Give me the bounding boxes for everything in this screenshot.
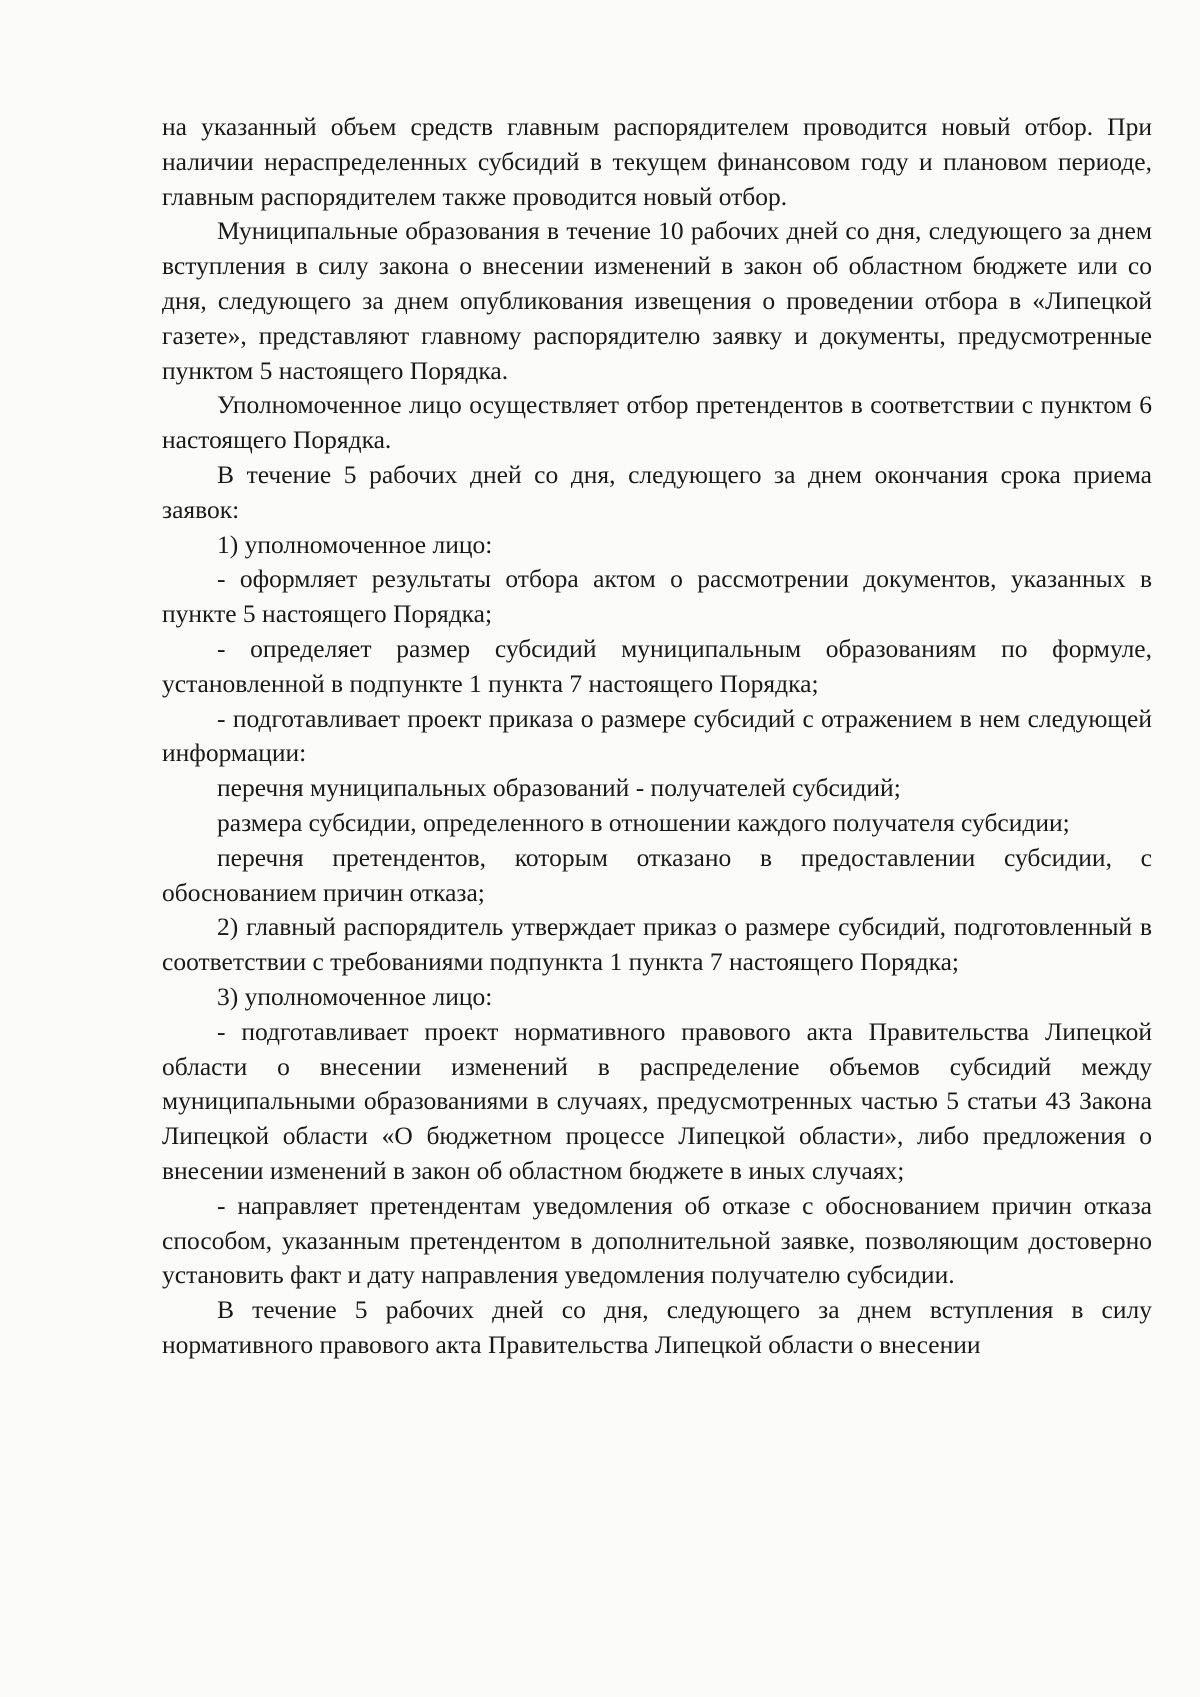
paragraph: перечня претендентов, которым отказано в предоставлении субсидии, с обоснованием причин отказа; [162, 842, 1152, 907]
paragraph: 1) уполномоченное лицо: [217, 529, 493, 559]
paragraph: 2) главный распорядитель утверждает приказ о размере субсидий, подготовленный в соответствии с требованиями подпункта 1 пункта 7 настоящего Порядка; [162, 912, 1152, 977]
document-body [162, 110, 1152, 1363]
paragraph: на указанный объем средств главным распорядителем проводится новый отбор. При наличии нераспределенных субсидий в текущем финансовом году и плановом периоде, главным распорядителем также проводится новый отбор. [162, 112, 1152, 211]
paragraph: - направляет претендентам уведомления об отказе с обоснованием причин отказа способом, указанным претендентом в дополнительной заявке, позволяющим достоверно установить факт и дату направления уведомления получателю субсидии. [162, 1190, 1152, 1290]
paragraph: В течение 5 рабочих дней со дня, следующего за днем окончания срока приема заявок: [162, 459, 1152, 524]
paragraph: Уполномоченное лицо осуществляет отбор претендентов в соответствии с пунктом 6 настоящего Порядка. [162, 390, 1152, 455]
paragraph: - подготавливает проект приказа о размере субсидий с отражением в нем следующей информации: [162, 703, 1152, 768]
paragraph: - определяет размер субсидий муниципальным образованиям по формуле, установленной в подпункте 1 пункта 7 настоящего Порядка; [162, 633, 1152, 698]
paragraph: перечня муниципальных образований - получателей субсидий; [217, 773, 901, 803]
paragraph: В течение 5 рабочих дней со дня, следующего за днем вступления в силу нормативного правового акта Правительства Липецкой области о внесении [162, 1295, 1152, 1359]
paragraph: 3) уполномоченное лицо: [217, 981, 493, 1011]
paragraph: - подготавливает проект нормативного правового акта Правительства Липецкой области о внесении изменений в распределение объемов субсидий между муниципальными образованиями в случаях, предусмотренных частью 5 статьи 43 Закона Липецкой области «О бюджетном процессе Липецкой области», либо предложения о внесении изменений в закон об областном бюджете в иных случаях; [162, 1016, 1152, 1185]
paragraph: - оформляет результаты отбора актом о рассмотрении документов, указанных в пункте 5 настоящего Порядка; [162, 564, 1152, 629]
paragraph: Муниципальные образования в течение 10 рабочих дней со дня, следующего за днем вступления в силу закона о внесении изменений в закон об областном бюджете или со дня, следующего за днем опубликования извещения о проведении отбора в «Липецкой газете», представляют главному распорядителю заявку и документы, предусмотренные пунктом 5 настоящего Порядка. [162, 216, 1152, 385]
paragraph: размера субсидии, определенного в отношении каждого получателя субсидии; [217, 807, 1070, 837]
